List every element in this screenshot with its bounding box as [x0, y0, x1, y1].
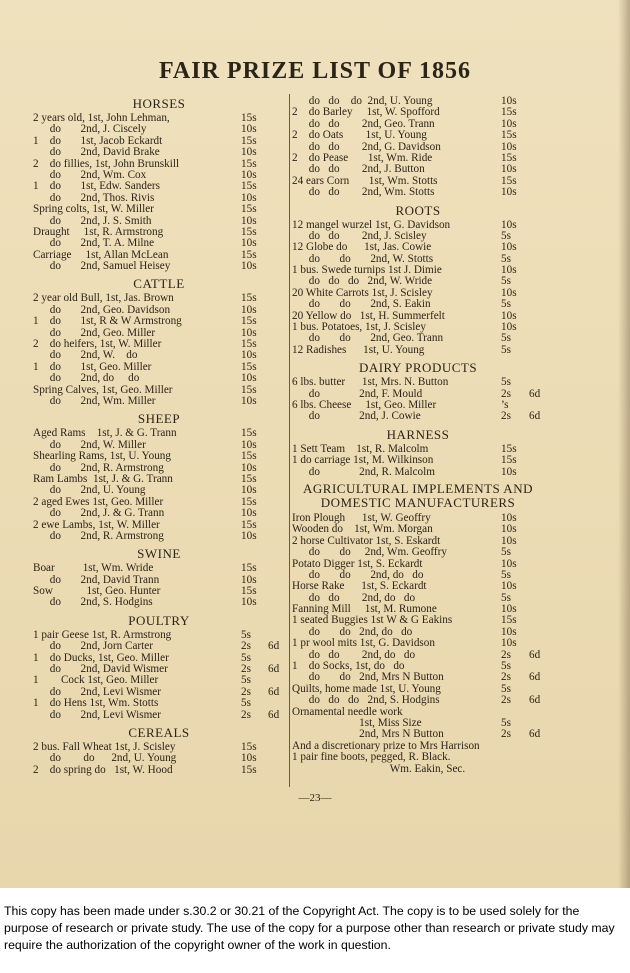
entry-text: 1 Cock 1st, Geo. Miller	[33, 674, 159, 687]
entry-text: do 2nd, J. S. Smith	[33, 214, 152, 227]
prize-entry	[292, 130, 544, 141]
entry-text: Aged Rams 1st, J. & G. Trann	[33, 427, 177, 440]
entry-amount: 5s	[241, 697, 251, 710]
entry-text: 2 aged Ewes 1st, Geo. Miller	[33, 495, 164, 508]
entry-amount: 2s	[241, 708, 251, 721]
entry-amount: 10s	[501, 321, 517, 334]
prize-entry	[292, 187, 544, 198]
entry-text: Wm. Eakin, Sec.	[292, 762, 466, 775]
entry-text: 2 horse Cultivator 1st, S. Eskardt	[292, 534, 441, 547]
section-heading: SWINE	[137, 546, 181, 562]
entry-amount: 15s	[241, 740, 257, 753]
entry-text: 1st, Miss Size	[292, 716, 422, 729]
entry-text: Fanning Mill 1st, M. Rumone	[292, 603, 437, 616]
entry-amount: 15s	[241, 562, 257, 575]
entry-text: do 2nd, W. Miller	[33, 438, 146, 451]
entry-amount: 5s	[501, 252, 511, 265]
entry-amount: 2s	[241, 663, 251, 676]
entry-text: do do 2nd, Mrs N Button	[292, 671, 444, 684]
entry-text: do 2nd, Geo. Davidson	[33, 303, 171, 316]
entry-amount: 5s	[501, 332, 511, 345]
entry-text: do do 2nd, Geo. Trann	[292, 332, 444, 345]
entry-pence: 6d	[529, 694, 541, 707]
entry-amount: 10s	[501, 523, 517, 536]
entry-amount: 10s	[501, 241, 517, 254]
entry-amount: 15s	[241, 383, 257, 396]
entry-amount: 15s	[241, 248, 257, 261]
entry-text: 2nd, Mrs N Button	[292, 728, 444, 741]
entry-amount: 15s	[241, 315, 257, 328]
entry-amount: 10s	[241, 214, 257, 227]
entry-amount: 5s	[501, 716, 511, 729]
entry-amount: 10s	[241, 123, 257, 136]
entry-text: Wooden do 1st, Wm. Morgan	[292, 523, 433, 536]
prize-entry	[33, 485, 285, 496]
entry-amount: 15s	[241, 134, 257, 147]
entry-amount: 15s	[241, 225, 257, 238]
entry-text: do 2nd, Samuel Heisey	[33, 260, 171, 273]
entry-amount: 10s	[501, 603, 517, 616]
entry-amount: 15s	[501, 106, 517, 119]
prize-entry	[33, 451, 285, 462]
entry-text: 1 pair Geese 1st, R. Armstrong	[33, 628, 172, 641]
entry-amount: 15s	[241, 203, 257, 216]
prize-entry	[292, 455, 544, 466]
entry-amount: 10s	[241, 146, 257, 159]
entry-amount: 5s	[501, 660, 511, 673]
entry-amount: 5s	[241, 674, 251, 687]
entry-text: do 2nd, J. Ciscely	[33, 123, 147, 136]
entry-amount: 5s	[501, 682, 511, 695]
prize-entry	[33, 238, 285, 249]
prize-entry	[33, 508, 285, 519]
entry-text: do 2nd, Geo. Miller	[33, 326, 156, 339]
entry-text: 1 do Ducks, 1st, Geo. Miller	[33, 651, 169, 664]
entry-amount: 10s	[501, 625, 517, 638]
entry-text: do do 2nd, do do	[292, 568, 424, 581]
entry-pence: 6d	[529, 387, 541, 400]
entry-text: do 2nd, Levi Wismer	[33, 708, 161, 721]
section-heading: SHEEP	[137, 411, 181, 427]
entry-amount: 15s	[241, 112, 257, 124]
entry-text: do 2nd, F. Mould	[292, 387, 423, 400]
prize-entry	[33, 396, 285, 407]
entry-amount: 15s	[501, 454, 517, 467]
entry-text: 24 ears Corn 1st, Wm. Stotts	[292, 174, 438, 187]
entry-text: 2 do spring do 1st, W. Hood	[33, 763, 173, 776]
right-column	[292, 96, 544, 775]
section-heading: AGRICULTURAL IMPLEMENTS AND DOMESTIC MANUFACTURERS	[303, 480, 533, 510]
entry-amount: 15s	[501, 442, 517, 455]
entry-text: 20 Yellow do 1st, H. Summerfelt	[292, 309, 445, 322]
entry-amount: 5s	[501, 591, 511, 604]
entry-text: do do 2nd, Wm. Geoffry	[292, 546, 447, 559]
prize-entry	[292, 467, 544, 478]
entry-text: 1 seated Buggies 1st W & G Eakins	[292, 614, 453, 627]
entry-text: do do 2nd, S. Eakin	[292, 298, 431, 311]
entry-pence: 6d	[529, 728, 541, 741]
entry-text: Horse Rake 1st, S. Eckardt	[292, 580, 427, 593]
entry-amount: 10s	[501, 163, 517, 176]
entry-amount: 10s	[501, 264, 517, 277]
entry-amount: 10s	[241, 168, 257, 181]
entry-text: do 2nd, R. Armstrong	[33, 529, 164, 542]
entry-amount: 10s	[241, 507, 257, 520]
entry-text: 2 years old, 1st, John Lehman,	[33, 112, 170, 124]
entry-amount: 10s	[501, 580, 517, 593]
entry-text: 2 do heifers, 1st, W. Miller	[33, 338, 162, 351]
entry-text: do 2nd, T. A. Milne	[33, 237, 155, 250]
prize-entry	[292, 242, 544, 253]
prize-entry	[33, 563, 285, 574]
page-title: FAIR PRIZE LIST OF 1856	[159, 58, 471, 84]
copyright-notice: This copy has been made under s.30.2 or 30.21 of the Copyright Act. The copy is to be used solely for the purpose of research or private study. The use of the copy for a purpose other than research or private study may require the authorization of the copyright owner of the work in question.	[4, 904, 615, 952]
entry-amount: 2s	[501, 728, 511, 741]
entry-text: 2 ewe Lambs, 1st, W. Miller	[33, 518, 160, 531]
column-divider	[289, 94, 290, 787]
entry-amount: 5s	[241, 651, 251, 664]
entry-amount: 15s	[501, 174, 517, 187]
entry-text: Spring Calves, 1st, Geo. Miller	[33, 383, 173, 396]
entry-amount: 2s	[501, 671, 511, 684]
entry-pence: 6d	[268, 640, 280, 653]
prize-entry	[33, 531, 285, 542]
entry-text: 1 pair fine boots, pegged, R. Black.	[292, 751, 451, 764]
entry-amount: 10s	[241, 191, 257, 204]
entry-amount: 10s	[241, 260, 257, 273]
entry-amount: 10s	[241, 394, 257, 407]
entry-text: do do 2nd, G. Davidson	[292, 140, 441, 153]
prize-entry	[33, 597, 285, 608]
prize-entry	[292, 638, 544, 649]
section-heading: CEREALS	[128, 724, 190, 740]
entry-amount: 15s	[241, 360, 257, 373]
entry-text: 1 do 1st, R & W Armstrong	[33, 315, 182, 328]
entry-amount: 2s	[241, 685, 251, 698]
entry-text: 12 Radishes 1st, U. Young	[292, 343, 425, 356]
prize-entry	[33, 765, 285, 776]
entry-amount: 5s	[501, 275, 511, 288]
entry-amount: 15s	[241, 585, 257, 598]
entry-text: Ornamental needle work	[292, 705, 403, 718]
entry-text: do do 2nd, U. Young	[33, 752, 177, 765]
entry-text: do 2nd, J. & G. Trann	[33, 507, 165, 520]
entry-amount: 2s	[501, 387, 511, 400]
entry-text: do do do 2nd, W. Wride	[292, 275, 433, 288]
entry-text: 2 bus. Fall Wheat 1st, J. Scisley	[33, 740, 176, 753]
entry-text: 6 lbs. Cheese 1st, Geo. Miller	[292, 398, 437, 411]
entry-text: 20 White Carrots 1st, J. Scisley	[292, 286, 433, 299]
entry-amount: 15s	[241, 292, 257, 305]
entry-text: do do 2nd, J. Scisley	[292, 229, 427, 242]
prize-entry	[292, 345, 544, 356]
entry-amount: ’s	[501, 398, 509, 411]
entry-amount: 5s	[501, 546, 511, 559]
entry-amount: 5s	[241, 628, 251, 641]
entry-amount: 15s	[241, 495, 257, 508]
entry-amount: 10s	[501, 117, 517, 130]
entry-amount: 5s	[501, 376, 511, 389]
entry-amount: 10s	[241, 237, 257, 250]
entry-amount: 10s	[501, 557, 517, 570]
prize-entry	[33, 373, 285, 384]
entry-text: Quilts, home made 1st, U. Young	[292, 682, 441, 695]
entry-text: Boar 1st, Wm. Wride	[33, 562, 154, 575]
entry-text: 1 do 1st, Geo. Miller	[33, 360, 152, 373]
entry-text: 1 bus. Swede turnips 1st J. Dimie	[292, 264, 442, 277]
prize-entry	[292, 411, 544, 422]
entry-text: 12 Globe do 1st, Jas. Cowie	[292, 241, 432, 254]
entry-amount: 10s	[241, 326, 257, 339]
entry-amount: 15s	[241, 427, 257, 440]
entry-text: do do do 2nd, U. Young	[292, 95, 433, 107]
entry-amount: 5s	[501, 568, 511, 581]
prize-entry	[292, 547, 544, 558]
entry-amount: 2s	[501, 410, 511, 423]
entry-text: 12 mangel wurzel 1st, G. Davidson	[292, 218, 451, 231]
entry-text: do do 2nd, Wm. Stotts	[292, 186, 435, 199]
entry-amount: 15s	[241, 472, 257, 485]
entry-text: do do 2nd, do do	[292, 591, 416, 604]
entry-pence: 6d	[529, 671, 541, 684]
entry-text: 2 do Pease 1st, Wm. Ride	[292, 151, 433, 164]
entry-text: 2 year old Bull, 1st, Jas. Brown	[33, 292, 174, 305]
entry-amount: 10s	[501, 511, 517, 524]
entry-text: do 2nd, U. Young	[33, 484, 146, 497]
entry-text: Carriage 1st, Allan McLean	[33, 248, 169, 261]
entry-text: Spring colts, 1st, W. Miller	[33, 203, 154, 216]
entry-text: do 2nd, do do	[33, 372, 140, 385]
entry-amount: 10s	[241, 484, 257, 497]
entry-text: Ram Lambs 1st, J. & G. Trann	[33, 472, 173, 485]
entry-amount: 15s	[241, 157, 257, 170]
entry-text: do 2nd, R. Armstrong	[33, 461, 164, 474]
entry-pence: 6d	[268, 685, 280, 698]
prize-entry	[33, 204, 285, 215]
prize-entry	[33, 698, 285, 709]
entry-text: do 2nd, Wm. Miller	[33, 394, 156, 407]
entry-text: Potato Digger 1st, S. Eckardt	[292, 557, 423, 570]
entry-text: do 2nd, Levi Wismer	[33, 685, 161, 698]
section-heading: HARNESS	[386, 426, 450, 442]
entry-text: do do 2nd, do do	[292, 648, 416, 661]
entry-text: 1 do Socks, 1st, do do	[292, 660, 405, 673]
entry-text: do 2nd, S. Hodgins	[33, 596, 153, 609]
entry-text: Shearling Rams, 1st, U. Young	[33, 450, 171, 463]
entry-amount: 10s	[501, 637, 517, 650]
section-heading: POULTRY	[128, 612, 190, 628]
entry-amount: 5s	[501, 298, 511, 311]
entry-amount: 10s	[241, 438, 257, 451]
entry-amount: 10s	[501, 218, 517, 231]
entry-text: do do 2nd, Geo. Trann	[292, 117, 435, 130]
entry-amount: 10s	[501, 286, 517, 299]
entry-amount: 10s	[241, 573, 257, 586]
entry-amount: 10s	[241, 752, 257, 765]
page-number: —23—	[298, 792, 332, 804]
entry-amount: 10s	[501, 186, 517, 199]
entry-text: do do 2nd, do do	[292, 625, 413, 638]
entry-text: do 2nd, Jorn Carter	[33, 640, 153, 653]
prize-entry	[33, 641, 285, 652]
prize-entry	[33, 261, 285, 272]
entry-text: 1 bus. Potatoes, 1st, J. Scisley	[292, 321, 426, 334]
entry-text: 1 pr wool mits 1st, G. Davidson	[292, 637, 435, 650]
prize-entry	[33, 316, 285, 327]
entry-amount: 10s	[241, 529, 257, 542]
entry-text: 2 do Barley 1st, W. Spofford	[292, 106, 440, 119]
entry-pence: 6d	[529, 648, 541, 661]
entry-text: 2 do Oats 1st, U. Young	[292, 129, 427, 142]
entry-amount: 2s	[501, 694, 511, 707]
entry-amount: 10s	[501, 534, 517, 547]
entry-amount: 15s	[501, 129, 517, 142]
entry-text: And a discretionary prize to Mrs Harrison	[292, 739, 480, 752]
entry-pence: 6d	[268, 663, 280, 676]
entry-text: do 2nd, David Wismer	[33, 663, 168, 676]
entry-amount: 15s	[501, 151, 517, 164]
prize-entry	[292, 524, 544, 535]
entry-text: do 2nd, David Brake	[33, 146, 160, 159]
entry-text: do 2nd, Thos. Rivis	[33, 191, 155, 204]
section-heading: HORSES	[132, 96, 186, 111]
entry-amount: 15s	[501, 614, 517, 627]
prize-entry	[33, 147, 285, 158]
entry-amount: 15s	[241, 518, 257, 531]
entry-amount: 10s	[241, 303, 257, 316]
section-heading: DAIRY PRODUCTS	[358, 360, 478, 376]
entry-text: Sow 1st, Geo. Hunter	[33, 585, 161, 598]
entry-text: do do 2nd, J. Button	[292, 163, 425, 176]
entry-amount: 15s	[241, 450, 257, 463]
entry-amount: 10s	[241, 349, 257, 362]
prize-entry	[292, 581, 544, 592]
entry-amount: 5s	[501, 229, 511, 242]
entry-amount: 2s	[501, 648, 511, 661]
entry-amount: 15s	[241, 338, 257, 351]
entry-text: 1 Sett Team 1st, R. Malcolm	[292, 442, 429, 455]
entry-amount: 10s	[501, 140, 517, 153]
entry-text: do 2nd, R. Malcolm	[292, 465, 435, 478]
entry-amount: 15s	[241, 180, 257, 193]
left-column	[33, 96, 285, 776]
entry-text: do do do 2nd, S. Hodgins	[292, 694, 440, 707]
entry-amount: 10s	[241, 596, 257, 609]
entry-text: do 2nd, J. Cowie	[292, 410, 421, 423]
entry-text: 1 do Hens 1st, Wm. Stotts	[33, 697, 159, 710]
entry-amount: 10s	[241, 372, 257, 385]
entry-text: do do 2nd, W. Stotts	[292, 252, 434, 265]
entry-text: 1 do 1st, Jacob Eckardt	[33, 134, 163, 147]
entry-text: 1 do carriage 1st, M. Wilkinson	[292, 454, 434, 467]
entry-text: 1 do 1st, Edw. Sanders	[33, 180, 160, 193]
entry-amount: 2s	[241, 640, 251, 653]
section-heading: ROOTS	[395, 202, 441, 218]
prize-entry	[292, 377, 544, 388]
entry-amount: 15s	[241, 763, 257, 776]
entry-pence: 6d	[529, 410, 541, 423]
entry-text: 2 do fillies, 1st, John Brunskill	[33, 157, 180, 170]
entry-text: do 2nd, Wm. Cox	[33, 168, 147, 181]
entry-amount: 10s	[241, 461, 257, 474]
entry-text: 6 lbs. butter 1st, Mrs. N. Button	[292, 376, 449, 389]
entry-text: Draught 1st, R. Armstrong	[33, 225, 164, 238]
entry-amount: 5s	[501, 343, 511, 356]
prize-entry	[292, 764, 544, 775]
entry-text: do 2nd, W. do	[33, 349, 138, 362]
prize-entry	[33, 710, 285, 721]
entry-amount: 10s	[501, 465, 517, 478]
entry-pence: 6d	[268, 708, 280, 721]
entry-amount: 10s	[501, 309, 517, 322]
prize-entry	[292, 299, 544, 310]
entry-text: do 2nd, David Trann	[33, 573, 160, 586]
section-heading: CATTLE	[133, 276, 185, 292]
entry-amount: 10s	[501, 95, 517, 107]
entry-text: Iron Plough 1st, W. Geoffry	[292, 511, 431, 524]
prize-entry	[292, 695, 544, 706]
prize-entry	[292, 752, 544, 763]
